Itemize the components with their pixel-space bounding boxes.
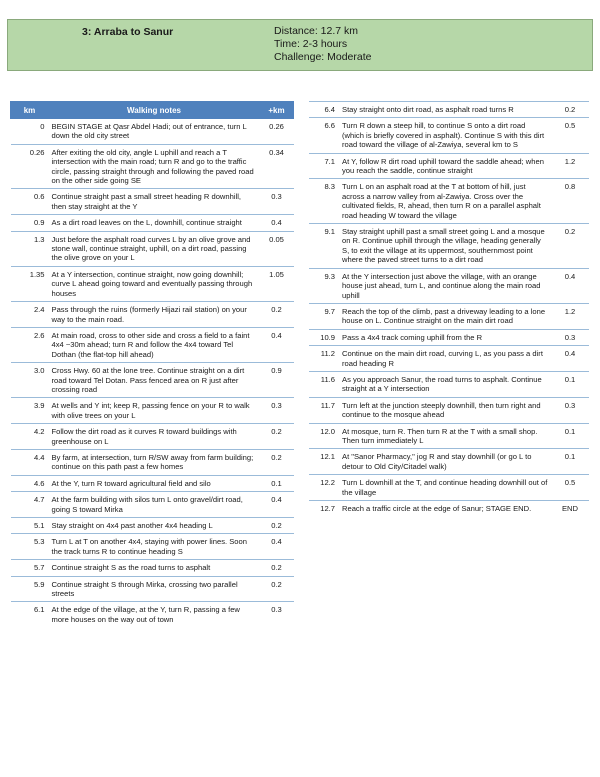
note-cell: Stay straight uphill past a small street going L and a mosque on R. Continue uphill through the village, heading generally S, to exit the village at its uppermost, southernmost point where the paved street turns to a dirt road: [339, 224, 551, 269]
km-cell: 9.3: [309, 268, 339, 303]
left-table-body: [11, 119, 294, 628]
plus-km-cell: 0.2: [260, 576, 294, 602]
plus-km-cell: 0.4: [551, 268, 589, 303]
note-cell: After exiting the old city, angle L uphill and reach a T intersection with the main road; turn R and go to the traffic circle, passing straight through and following the paved road on the other side going SE: [49, 144, 260, 189]
plus-km-cell: 0.2: [260, 560, 294, 576]
table-row: [309, 423, 589, 449]
note-cell: Continue straight S as the road turns to asphalt: [49, 560, 260, 576]
km-cell: 0: [11, 119, 49, 145]
note-cell: Just before the asphalt road curves L by an olive grove and stone wall, continue straight, uphill, on a dirt road, passing the olive grove on your L: [49, 231, 260, 266]
km-cell: 9.7: [309, 303, 339, 329]
km-cell: 11.6: [309, 371, 339, 397]
km-cell: 3.9: [11, 398, 49, 424]
km-cell: 4.2: [11, 424, 49, 450]
note-cell: At the Y intersection just above the village, with an orange house just ahead, turn L, and continue along the main road uphill: [339, 268, 551, 303]
note-cell: Stay straight onto dirt road, as asphalt road turns R: [339, 102, 551, 118]
plus-km-cell: 0.05: [260, 231, 294, 266]
plus-km-cell: 1.2: [551, 303, 589, 329]
plus-km-cell: 0.1: [260, 475, 294, 491]
km-cell: 1.35: [11, 266, 49, 301]
plus-km-cell: 0.3: [260, 189, 294, 215]
table-row: [309, 501, 589, 517]
note-cell: At Y, follow R dirt road uphill toward the saddle ahead; when you reach the saddle, continue straight: [339, 153, 551, 179]
plus-km-cell: 0.1: [551, 449, 589, 475]
note-cell: By farm, at intersection, turn R/SW away from farm building; continue on this path past a few homes: [49, 449, 260, 475]
plus-km-cell: 0.1: [551, 423, 589, 449]
plus-km-cell: 0.2: [260, 302, 294, 328]
table-row: [11, 449, 294, 475]
stage-title: 3: Arraba to Sanur: [82, 26, 174, 38]
plus-km-cell: 0.2: [551, 102, 589, 118]
table-row: [309, 224, 589, 269]
plus-km-cell: END: [551, 501, 589, 517]
table-row: [309, 371, 589, 397]
km-cell: 12.1: [309, 449, 339, 475]
table-row: [309, 268, 589, 303]
note-cell: Pass a 4x4 track coming uphill from the R: [339, 329, 551, 345]
note-cell: Continue on the main dirt road, curving L, as you pass a dirt road heading R: [339, 346, 551, 372]
table-row: [11, 231, 294, 266]
plus-km-cell: 0.3: [260, 398, 294, 424]
km-cell: 2.4: [11, 302, 49, 328]
table-row: [309, 449, 589, 475]
table-row: [309, 102, 589, 118]
plus-km-cell: 0.3: [551, 397, 589, 423]
plus-km-cell: 0.26: [260, 119, 294, 145]
note-cell: Turn L at T on another 4x4, staying with power lines. Soon the track turns R to continue heading S: [49, 534, 260, 560]
note-cell: Continue straight S through Mirka, crossing two parallel streets: [49, 576, 260, 602]
table-row: [309, 179, 589, 224]
note-cell: Reach a traffic circle at the edge of Sanur; STAGE END.: [339, 501, 551, 517]
km-cell: 11.7: [309, 397, 339, 423]
note-cell: At wells and Y int; keep R, passing fence on your R to walk with olive trees on your L: [49, 398, 260, 424]
note-cell: As a dirt road leaves on the L, downhill, continue straight: [49, 215, 260, 231]
table-row: [11, 215, 294, 231]
note-cell: At the Y, turn R toward agricultural field and silo: [49, 475, 260, 491]
km-cell: 5.1: [11, 518, 49, 534]
table-row: [309, 153, 589, 179]
notes-header: Walking notes: [49, 102, 260, 119]
right-table-body: [309, 102, 589, 517]
note-cell: Cross Hwy. 60 at the lone tree. Continue straight on a dirt road toward Tel Dotan. Pass fenced area on R just after crossing road: [49, 363, 260, 398]
note-cell: Turn L on an asphalt road at the T at bottom of hill, just across a narrow valley from al-Zawiya. Cross over the cultivated fields, R, ahead, then turn R on a parallel asphalt road heading W toward the village: [339, 179, 551, 224]
km-cell: 12.2: [309, 475, 339, 501]
table-row: [11, 266, 294, 301]
plus-km-cell: 0.9: [260, 363, 294, 398]
table-row: [309, 118, 589, 153]
table-row: [309, 346, 589, 372]
walking-notes-table-right: [309, 101, 589, 516]
km-cell: 6.4: [309, 102, 339, 118]
walking-notes-table-left: [10, 101, 294, 627]
plus-km-cell: 1.05: [260, 266, 294, 301]
km-cell: 9.1: [309, 224, 339, 269]
km-header: km: [11, 102, 49, 119]
km-cell: 5.7: [11, 560, 49, 576]
note-cell: Turn R down a steep hill, to continue S onto a dirt road (which is briefly covered in asphalt). Continue S with this dirt road toward the village of al-Zawiya, several km to S: [339, 118, 551, 153]
table-row: [11, 560, 294, 576]
table-row: [11, 398, 294, 424]
table-row: [11, 189, 294, 215]
note-cell: As you approach Sanur, the road turns to asphalt. Continue straight at a Y intersection: [339, 371, 551, 397]
table-row: [11, 302, 294, 328]
note-cell: At the farm building with silos turn L onto gravel/dirt road, going S toward Mirka: [49, 492, 260, 518]
right-notes-column: [309, 101, 589, 516]
note-cell: Turn L downhill at the T, and continue heading downhill out of the village: [339, 475, 551, 501]
left-notes-column: [10, 101, 294, 627]
plus-km-cell: 0.4: [260, 492, 294, 518]
note-cell: BEGIN STAGE at Qasr Abdel Hadi; out of entrance, turn L down the old city street: [49, 119, 260, 145]
plus-km-cell: 0.2: [260, 424, 294, 450]
plus-km-cell: 0.2: [260, 449, 294, 475]
table-row: [11, 518, 294, 534]
plus-km-cell: 0.2: [260, 518, 294, 534]
table-row: [309, 397, 589, 423]
km-cell: 5.9: [11, 576, 49, 602]
table-row: [309, 303, 589, 329]
km-cell: 4.7: [11, 492, 49, 518]
plus-km-cell: 0.2: [551, 224, 589, 269]
note-cell: At "Sanor Pharmacy," jog R and stay downhill (or go L to detour to Old City/Citadel walk): [339, 449, 551, 475]
plus-km-cell: 0.3: [260, 602, 294, 627]
table-row: [309, 475, 589, 501]
plus-km-cell: 0.34: [260, 144, 294, 189]
table-row: [11, 492, 294, 518]
note-cell: Turn left at the junction steeply downhill, then turn right and continue to the mosque ahead: [339, 397, 551, 423]
table-row: [309, 329, 589, 345]
km-cell: 3.0: [11, 363, 49, 398]
plus-km-cell: 0.5: [551, 475, 589, 501]
plus-km-cell: 0.3: [551, 329, 589, 345]
plus-km-cell: 1.2: [551, 153, 589, 179]
km-cell: 11.2: [309, 346, 339, 372]
table-row: [11, 363, 294, 398]
table-row: [11, 119, 294, 145]
plus-km-cell: 0.4: [551, 346, 589, 372]
note-cell: Reach the top of the climb, past a driveway leading to a lone house on L. Continue straight on the main dirt road: [339, 303, 551, 329]
plus-km-cell: 0.4: [260, 215, 294, 231]
table-row: [11, 576, 294, 602]
km-cell: 2.6: [11, 327, 49, 362]
stage-header: [7, 19, 593, 71]
plus-km-cell: 0.1: [551, 371, 589, 397]
time-text: Time: 2-3 hours: [274, 38, 348, 50]
note-cell: At a Y intersection, continue straight, now going downhill; curve L ahead going toward and eventually passing through houses: [49, 266, 260, 301]
note-cell: Stay straight on 4x4 past another 4x4 heading L: [49, 518, 260, 534]
table-row: [11, 475, 294, 491]
km-cell: 6.1: [11, 602, 49, 627]
plus-km-header: +km: [260, 102, 294, 119]
table-row: [11, 327, 294, 362]
km-cell: 12.0: [309, 423, 339, 449]
km-cell: 0.6: [11, 189, 49, 215]
km-cell: 0.9: [11, 215, 49, 231]
note-cell: Continue straight past a small street heading R downhill, then stay straight at the Y: [49, 189, 260, 215]
km-cell: 0.26: [11, 144, 49, 189]
km-cell: 6.6: [309, 118, 339, 153]
km-cell: 5.3: [11, 534, 49, 560]
km-cell: 4.6: [11, 475, 49, 491]
table-row: [11, 602, 294, 627]
note-cell: Follow the dirt road as it curves R toward buildings with greenhouse on L: [49, 424, 260, 450]
plus-km-cell: 0.8: [551, 179, 589, 224]
table-row: [11, 534, 294, 560]
km-cell: 10.9: [309, 329, 339, 345]
note-cell: At mosque, turn R. Then turn R at the T with a small shop. Then turn immediately L: [339, 423, 551, 449]
plus-km-cell: 0.4: [260, 534, 294, 560]
km-cell: 7.1: [309, 153, 339, 179]
km-cell: 1.3: [11, 231, 49, 266]
km-cell: 4.4: [11, 449, 49, 475]
challenge-text: Challenge: Moderate: [274, 51, 372, 63]
distance-text: Distance: 12.7 km: [274, 25, 359, 37]
plus-km-cell: 0.5: [551, 118, 589, 153]
plus-km-cell: 0.4: [260, 327, 294, 362]
note-cell: At the edge of the village, at the Y, turn R, passing a few more houses on the way out of town: [49, 602, 260, 627]
table-row: [11, 144, 294, 189]
table-row: [11, 424, 294, 450]
note-cell: At main road, cross to other side and cross a field to a faint 4x4 ~30m ahead; turn R and follow the 4x4 toward Tel Dothan (the flat-top hill ahead): [49, 327, 260, 362]
table-header-row: [11, 102, 294, 119]
km-cell: 12.7: [309, 501, 339, 517]
km-cell: 8.3: [309, 179, 339, 224]
stage-info: [274, 25, 371, 64]
note-cell: Pass through the ruins (formerly Hijazi rail station) on your way to the main road.: [49, 302, 260, 328]
